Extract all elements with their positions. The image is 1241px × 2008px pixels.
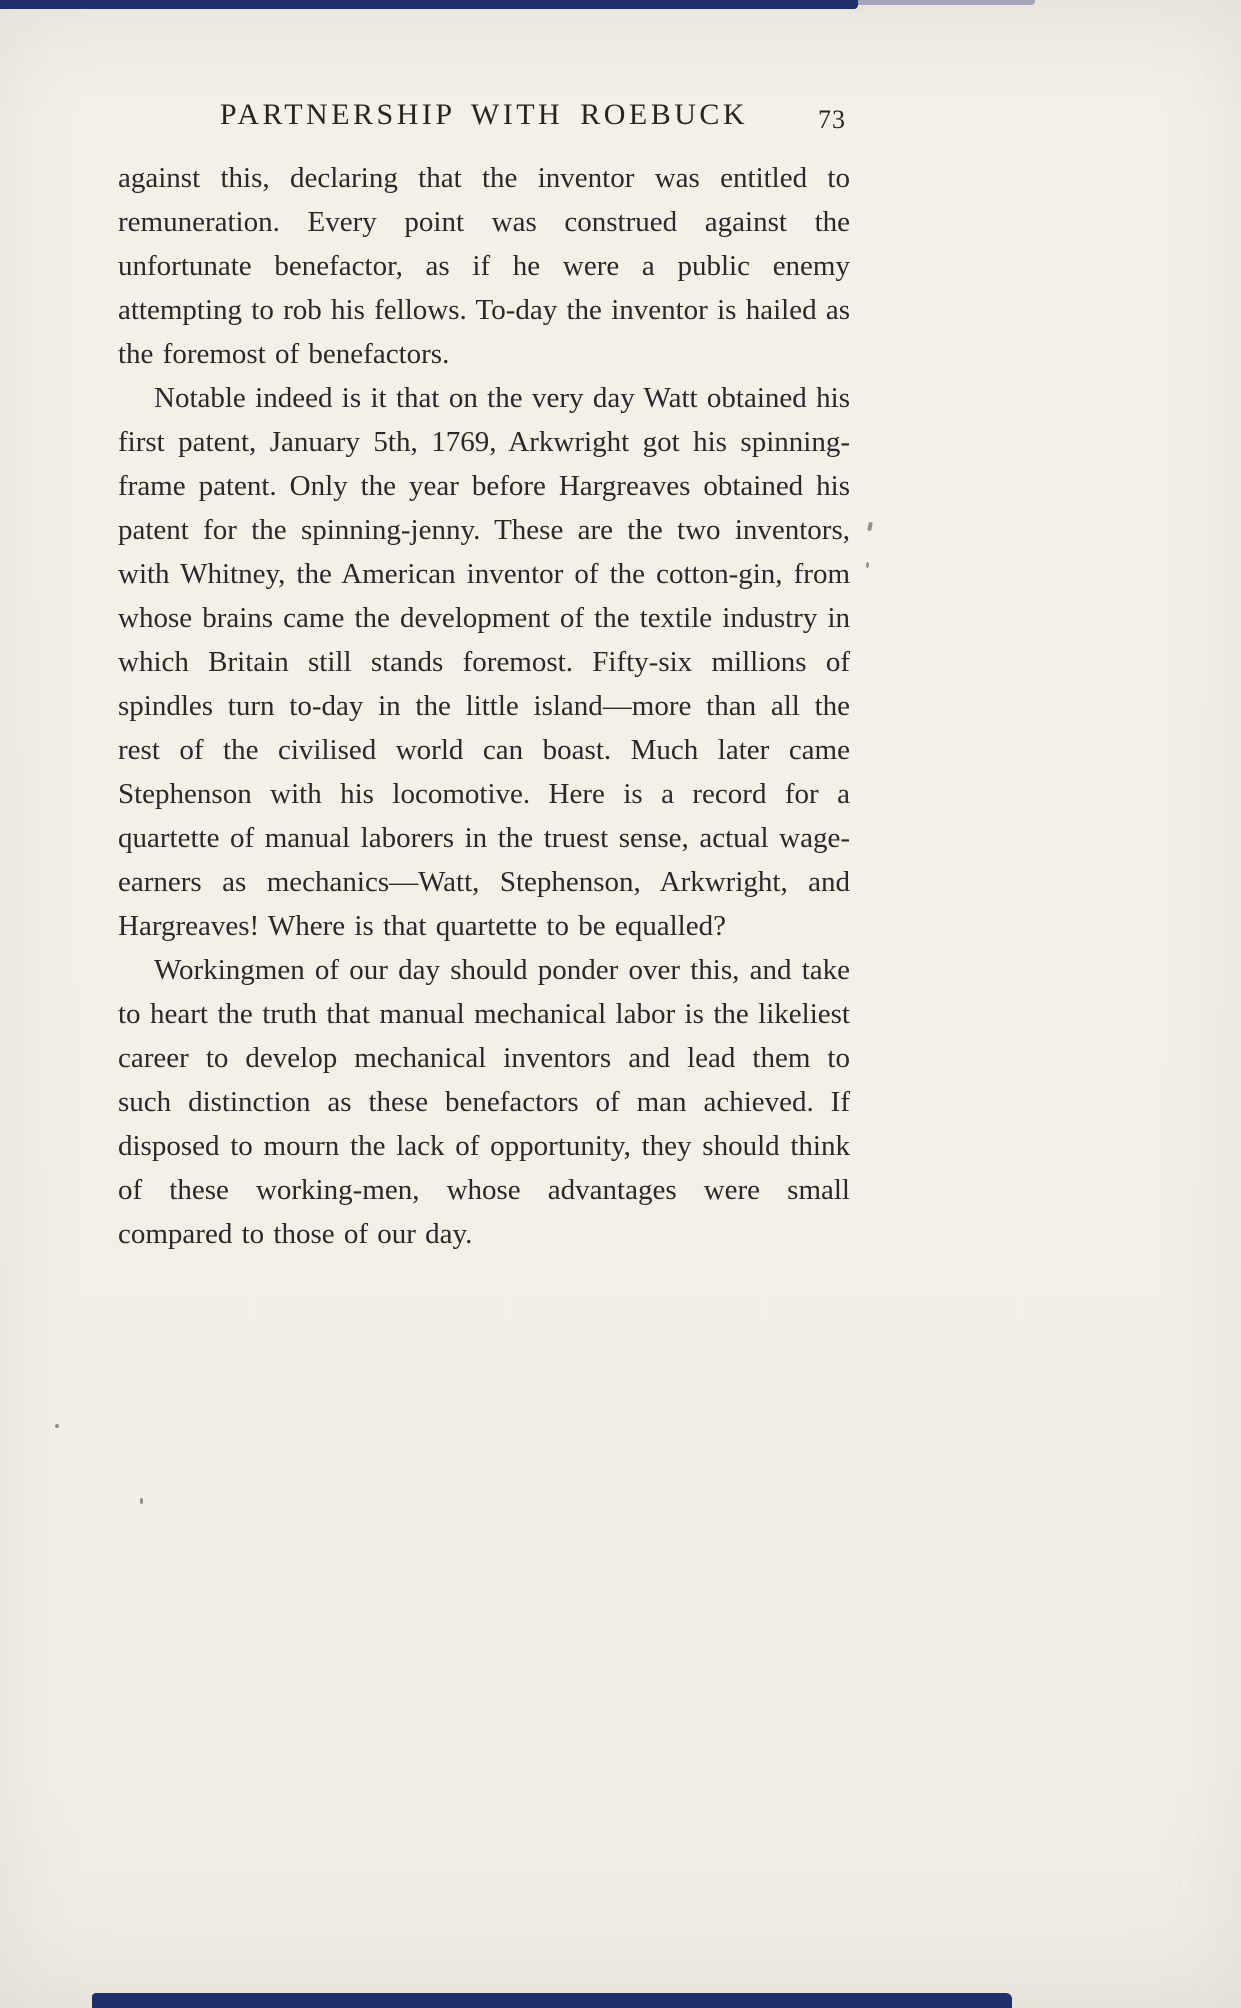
paragraph: against this, declaring that the inventor was entitled to remuneration. Every point was construed against the unfortunate benefactor, as if he were a public enemy attempting to rob his fellows. To-day the inventor is hailed as the foremost of benefactors. [118,162,850,370]
scan-edge-top [0,0,858,9]
scan-speck [55,1424,59,1428]
scan-speck [867,522,873,532]
running-head [118,98,850,138]
scan-edge-bottom [92,1993,1012,2008]
scan-speck [866,562,869,568]
scan-edge-top-fade [855,0,1035,5]
paragraph: Workingmen of our day should ponder over this, and take to heart the truth that manual mechanical labor is the likeliest career to develop mechanical inventors and lead them to such distinction as these benefactors of man achieved. If disposed to mourn the lack of opportunity, they should think of these working-men, whose advantages were small compared to those of our day. [118,954,850,1250]
paragraph: Notable indeed is it that on the very day Watt obtained his first patent, January 5th, 1769, Arkwright got his spinning-frame patent. Only the year before Hargreaves obtained his patent for the spinning-jenny. These are the two inventors, with Whitney, the American inventor of the cotton-gin, from whose brains came the development of the textile industry in which Britain still stands foremost. Fifty-six millions of spindles turn to-day in the little island—more than all the rest of the civilised world can boast. Much later came Stephenson with his locomotive. Here is a record for a quartette of manual laborers in the truest sense, actual wage-earners as mechanics—Watt, Stephenson, Arkwright, and Hargreaves! Where is that quartette to be equalled? [118,382,850,942]
body-text [118,156,850,1256]
scan-speck [140,1498,143,1504]
page-number: 73 [818,105,846,134]
chapter-title: PARTNERSHIP WITH ROEBUCK [219,98,749,131]
